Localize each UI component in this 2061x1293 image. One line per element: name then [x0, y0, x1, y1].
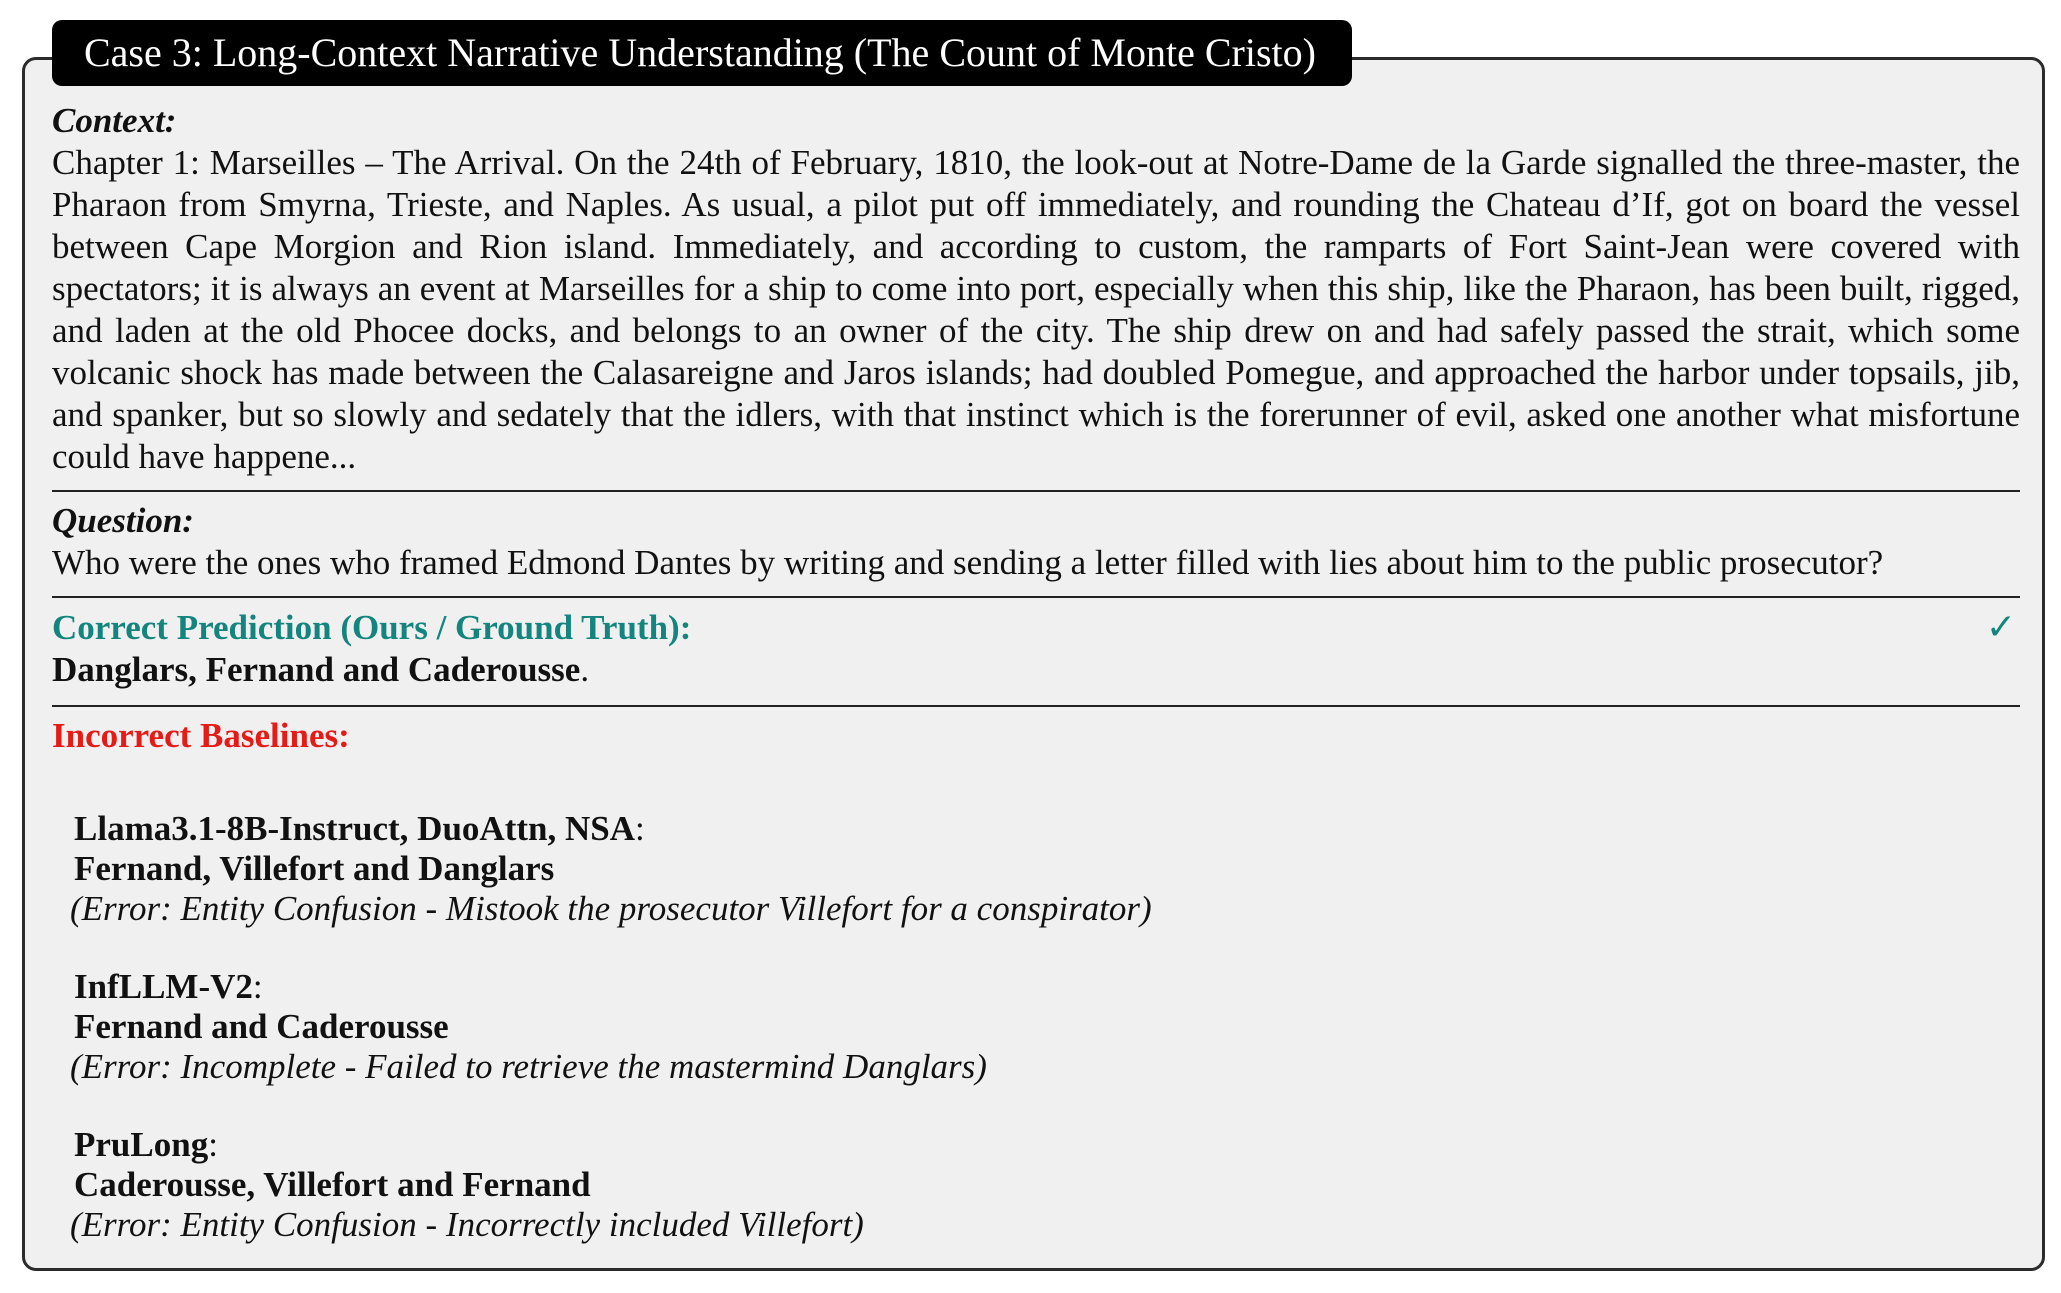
correct-prediction-label: Correct Prediction (Ours / Ground Truth): [52, 608, 692, 647]
divider [52, 705, 2020, 707]
question-text: Who were the ones who framed Edmond Dantes by writing and sending a letter filled with lies about him to the public prosecutor? [52, 543, 1884, 582]
correct-answer-period: . [580, 650, 590, 689]
baseline-answer: Fernand, Villefort and Danglars [74, 849, 555, 888]
checkmark-icon: ✓ [1985, 607, 2016, 647]
baseline-entry [52, 967, 2020, 1087]
case-content [52, 100, 2020, 1245]
baseline-models-text: PruLong [74, 1125, 209, 1164]
correct-answer-text: Danglars, Fernand and Caderousse [52, 650, 581, 689]
divider [52, 490, 2020, 492]
divider [52, 596, 2020, 598]
baseline-colon: : [635, 809, 645, 848]
baseline-error: (Error: Entity Confusion - Incorrectly included Villefort) [70, 1205, 864, 1244]
baseline-models-text: Llama3.1-8B-Instruct, DuoAttn, NSA [74, 809, 635, 848]
baseline-models [74, 809, 2020, 849]
baseline-models-text: InfLLM-V2 [74, 967, 253, 1006]
baseline-answer: Fernand and Caderousse [74, 1007, 449, 1046]
context-heading: Context: [52, 101, 177, 140]
case-title: Case 3: Long-Context Narrative Understanding (The Count of Monte Cristo) [52, 20, 1352, 86]
baseline-models [74, 1125, 2020, 1165]
correct-prediction-heading [52, 606, 2020, 649]
incorrect-baselines-heading: Incorrect Baselines: [52, 716, 350, 755]
baseline-entry [52, 809, 2020, 929]
baseline-colon: : [208, 1125, 218, 1164]
context-text: Chapter 1: Marseilles – The Arrival. On the 24th of February, 1810, the look-out at Notre-Dame de la Garde signalled the three-master, the Pharaon from Smyrna, Trieste, and Naples. As usual, a pilot put off immediately, and rounding the Chateau d’If, got on board the vessel between Cape Morgion and Rion island. Immediately, and according to custom, the ramparts of Fort Saint-Jean were covered with spectators; it is always an event at Marseilles for a ship to come into port, especially when this ship, like the Pharaon, has been built, rigged, and laden at the old Phocee docks, and belongs to an owner of the city. The ship drew on and had safely passed the strait, which some volcanic shock has made between the Calasareigne and Jaros islands; had doubled Pomegue, and approached the harbor under topsails, jib, and spanker, but so slowly and sedately that the idlers, with that instinct which is the forerunner of evil, asked one another what misfortune could have happene... [52, 143, 2020, 476]
baseline-error: (Error: Entity Confusion - Mistook the prosecutor Villefort for a conspirator) [70, 889, 1152, 928]
baseline-colon: : [252, 967, 263, 1006]
baseline-entry [52, 1125, 2020, 1245]
baseline-models [74, 967, 2020, 1007]
correct-answer [52, 649, 2020, 691]
baseline-error: (Error: Incomplete - Failed to retrieve the mastermind Danglars) [70, 1047, 987, 1086]
baseline-answer: Caderousse, Villefort and Fernand [74, 1165, 591, 1204]
question-heading: Question: [52, 501, 194, 540]
